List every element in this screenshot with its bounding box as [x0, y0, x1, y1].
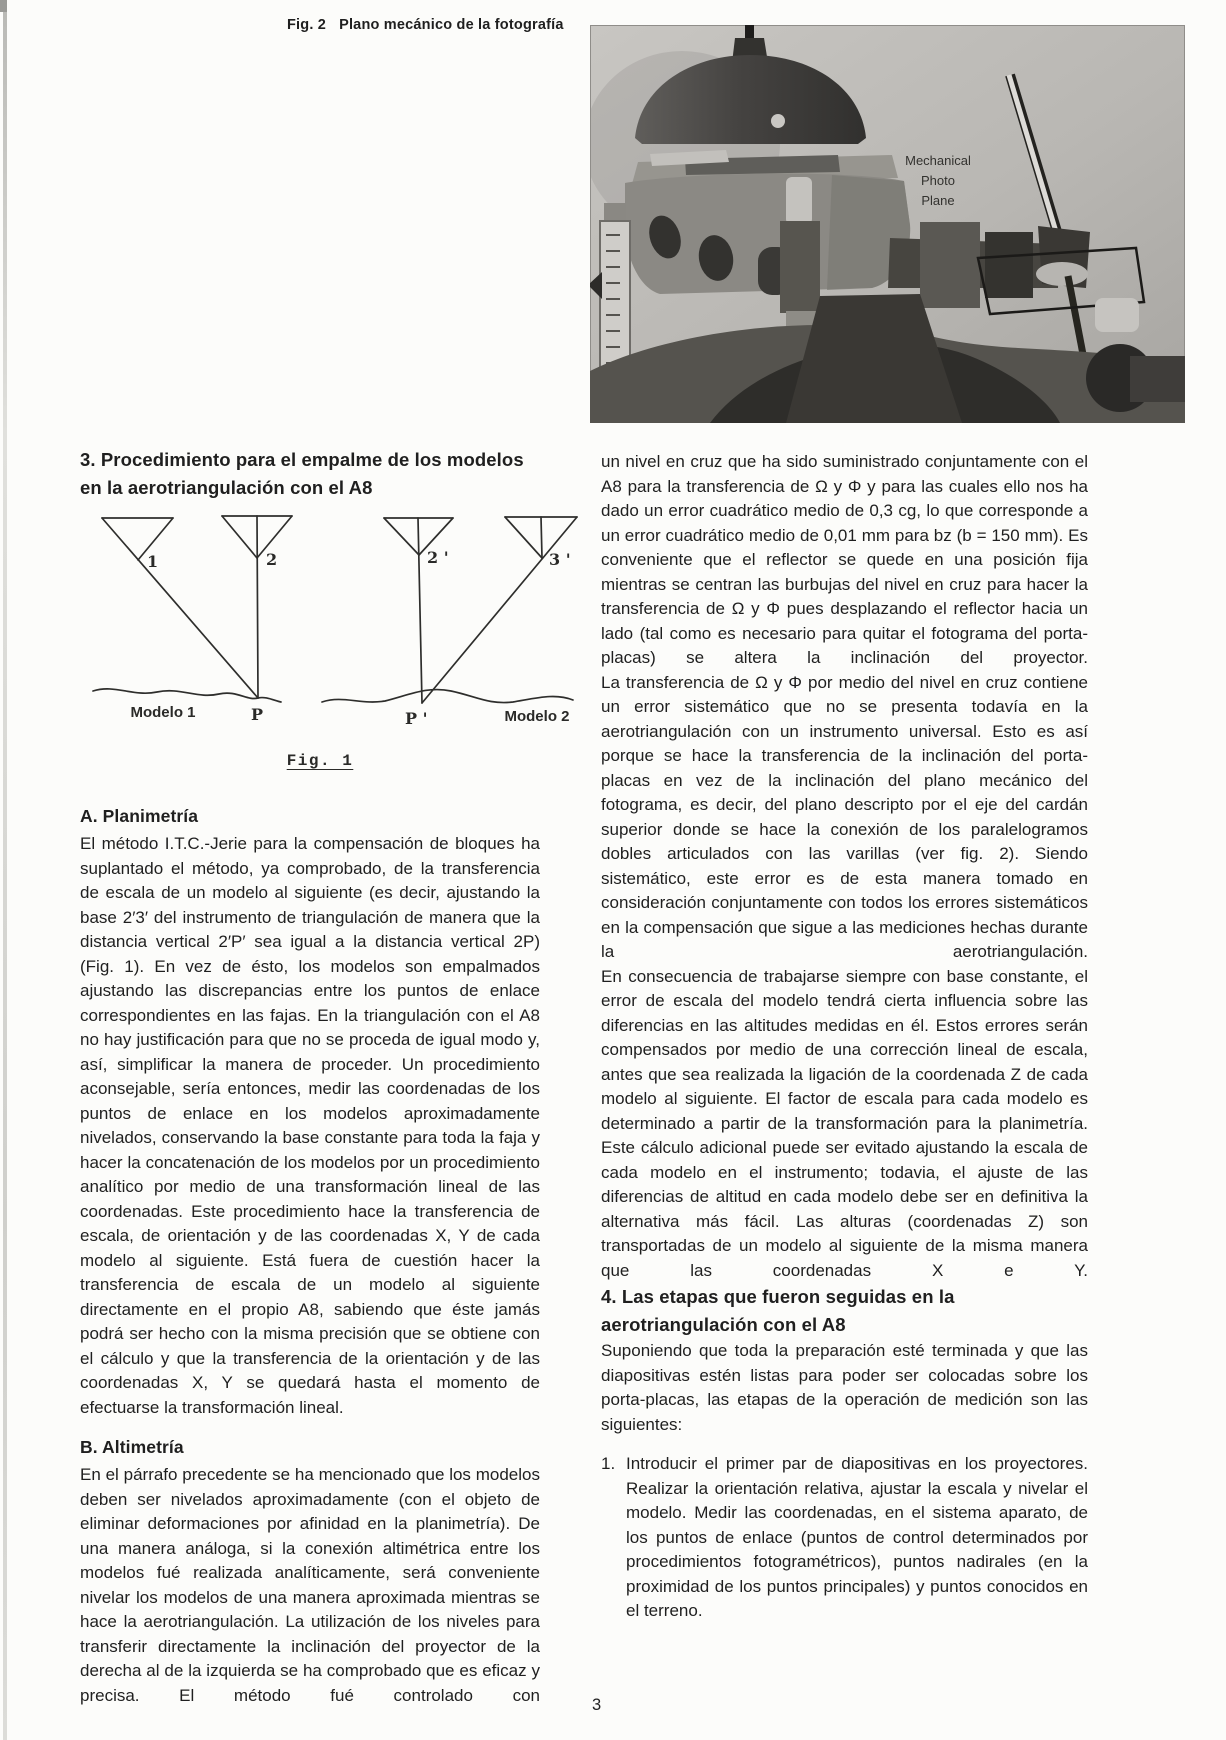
fig1-caption: Fig. 1: [286, 752, 354, 770]
step-item-1: [601, 1452, 1088, 1624]
right-paragraph-2: La transferencia de Ω y Φ por medio del nivel en cruz contiene un error sistemático que no se presenta todavía en la aerotriangulación con un instrumento universal. Esto es así porque se hace la transferencia de la inclinación del porta-placas en vez de la inclinación del plano mecánico del fotograma, es decir, del plano descripto por el eje del cardán superior donde se hace la conexión de los paralelogramos dobles articulados con las varillas (ver fig. 2). Siendo sistemático, este error es de esta manera tomado en consideración conjuntamente con todos los errores sistemáticos en la compensación que sigue a las mediciones hechas durante la aerotriangulación.: [601, 672, 1088, 961]
modelo2-label: Modelo 2: [504, 708, 570, 725]
model2-rays: [322, 517, 577, 703]
fig1-drawing: [85, 505, 577, 737]
fig2-caption-text: Plano mecánico de la fotografía: [339, 17, 564, 33]
photo-annotation-line1: Mechanical: [905, 153, 971, 168]
plotter-photo-illustration: [590, 25, 1185, 423]
station2prime-label: 2 ': [427, 548, 449, 567]
section4-heading: 4. Las etapas que fueron seguidas en la aerotriangulación con el A8: [601, 1286, 955, 1335]
sectionB-heading: B. Altimetría: [80, 1437, 184, 1457]
section3-heading-block: [80, 446, 546, 502]
station3prime-label: 3 ': [549, 550, 571, 569]
model1-rays: [93, 516, 292, 702]
sectionA-paragraph: El método I.T.C.-Jerie para la compensación de bloques ha suplantado el método, ya comprobado, de la transferencia de escala de un modelo al siguiente (es decir, ajustando la base 2′3′ del instrumento de triangulación de manera que la distancia vertical 2′P′ sea igual a la distancia vertical 2P) (Fig. 1). En vez de ésto, los modelos son empalmados ajustando las discrepancias entre los puntos de enlace correspondientes en las fajas. En la triangulación con el A8 no hay justificación para que no se proceda de igual modo y, así, simplificar la manera de proceder. Un procedimiento aconsejable, sería entonces, medir las coordenadas de los puntos de enlace en los modelos aproximadamente nivelados, conservando la base constante para toda la faja y hacer la concatenación de los modelos por un procedimiento analítico por medio de una transformación lineal de las coordenadas. Este procedimiento hace la transferencia de escala, de orientación y de las coordenadas X, Y de cada modelo al siguiente. Está fuera de cuestión hacer la transferencia de escala de un modelo al siguiente directamente en el propio A8, sabiendo que éste jamás podrá ser hecho con la misma precisión que se obtiene con el cálculo y que la transferencia de la orientación y de las coordenadas X, Y se quedará hasta el momento de efectuarse la transformación lineal.: [80, 834, 540, 1417]
step-number: 1.: [601, 1454, 616, 1473]
section4-intro: Suponiendo que toda la preparación esté terminada y que las diapositivas estén listas para poder ser colocadas sobre los porta-placas, las etapas de la operación de medición son las siguientes:: [601, 1341, 1088, 1434]
station2-label: 2: [266, 550, 278, 569]
page-number: 3: [592, 1696, 602, 1714]
photo-annotation-line2: Photo: [921, 173, 955, 188]
fig2-photo: [590, 25, 1185, 423]
fig1-diagram: [85, 505, 577, 737]
right-column: [601, 450, 1088, 1624]
photo-annotation-line3: Plane: [921, 193, 955, 208]
right-paragraph-1: un nivel en cruz que ha sido suministrado conjuntamente con el A8 para la transferencia de Ω y Φ y para las cuales ello nos ha dado un error cuadrático medio de 0,3 cg, lo que corresponde a un error cuadrático medio de 0,01 mm para bz (b = 150 mm). Es conveniente que el reflector se quede en una posición fija mientras se centran las burbujas del nivel en cruz para hacer la transferencia de Ω y Φ pues desplazando el reflector hacia un lado (tal como es necesario para quitar el fotograma del porta-placas) se altera la inclinación del proyector.: [601, 452, 1088, 667]
station1-label: 1: [147, 552, 159, 571]
modelo1-label: Modelo 1: [130, 704, 196, 721]
fig2-caption-label: Fig. 2: [287, 17, 327, 33]
step-text: Introducir el primer par de diapositivas en los proyectores. Realizar la orientación relativa, ajustar la escala y nivelar el modelo. Medir las coordenadas, en el sistema aparato, de los puntos de enlace (puntos de control determinados por procedimientos fotogramétricos), puntos nadirales (en la proximidad de los puntos principales) y puntos conocidos en el terreno.: [626, 1454, 1088, 1620]
section3-heading: 3. Procedimiento para el empalme de los modelos en la aerotriangulación con el A8: [80, 449, 524, 498]
right-paragraph-3: En consecuencia de trabajarse siempre con base constante, el error de escala del modelo tendrá cierta influencia sobre las diferencias en las altitudes medidas en él. Estos errores serán compensados por medio de una corrección lineal de escala, antes que sea realizada la ligación de la coordenada Z de cada modelo al siguiente. El factor de escala para cada modelo es determinado a partir de la transformación para la planimetría. Este cálculo adicional puede ser evitado ajustando la escala de cada modelo en el instrumento; todavia, el ajuste de las diferencias de altitud en cada modelo debe ser en definitiva la alternativa más fácil. Las alturas (coordenadas Z) son transportadas de un modelo al siguiente de la misma manera que las coordenadas X e Y.: [601, 966, 1088, 1280]
left-column: [80, 806, 540, 1708]
sectionA-heading: A. Planimetría: [80, 806, 199, 826]
scan-edge-artifact: [3, 0, 7, 1740]
point-p-label: P: [251, 705, 264, 724]
scan-corner-artifact: [0, 0, 7, 12]
point-pprime-label: P ': [405, 709, 428, 728]
sectionB-paragraph: En el párrafo precedente se ha mencionado que los modelos deben ser nivelados aproximadamente (con el objeto de eliminar deformaciones por afinidad en la planimetría). De una manera análoga, si la conexión altimétrica entre los modelos fué realizada analíticamente, será conveniente nivelar los modelos de una manera aproximada mientras se hace la aerotriangulación. La utilización de los niveles para transferir directamente la inclinación del proyector de la derecha al de la izquierda se ha comprobado que es eficaz y precisa. El método fué controlado con: [80, 1465, 540, 1705]
model2-terrain-line: [322, 690, 573, 703]
fig2-caption: [287, 17, 564, 33]
